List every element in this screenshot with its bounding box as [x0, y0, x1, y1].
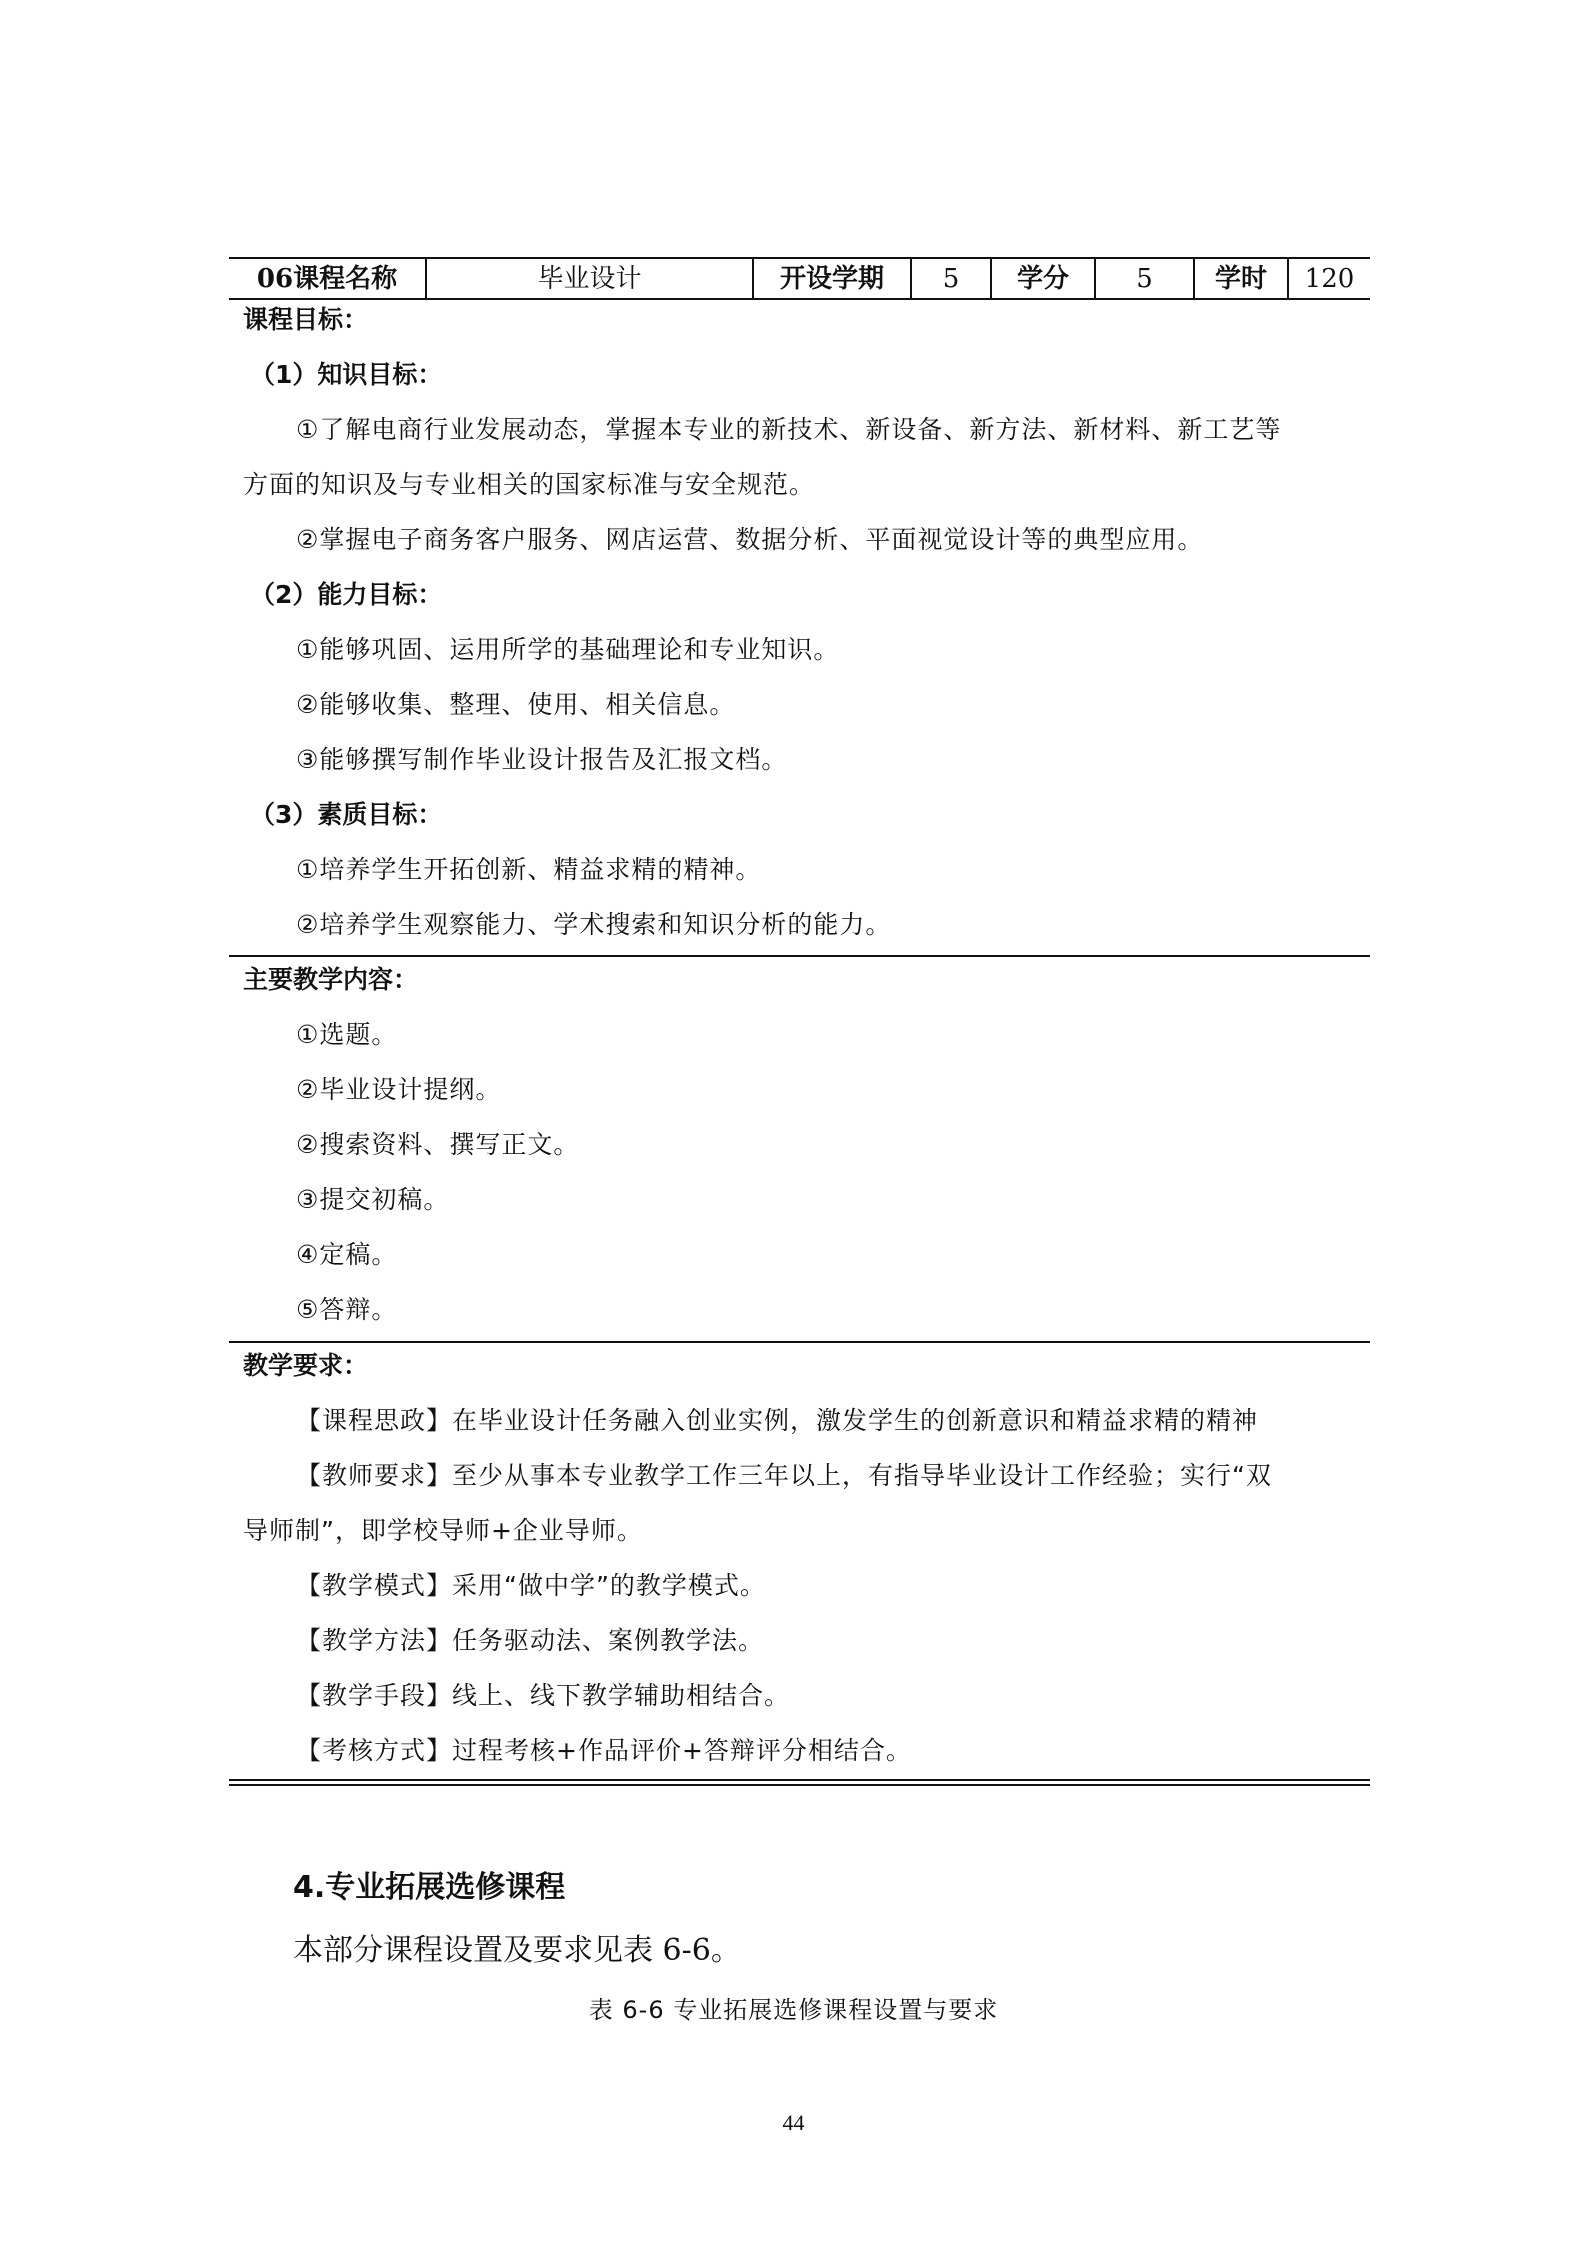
course-name-label: 06课程名称 [256, 264, 398, 294]
hours-value: 120 [1304, 264, 1355, 294]
knowledge-item-1-cont: 方面的知识及与专业相关的国家标准与安全规范。 [243, 470, 816, 499]
table-bottom-border [229, 1784, 1370, 1786]
requirement-teacher-cont: 导师制”，即学校导师+企业导师。 [243, 1516, 643, 1545]
requirement-method: 【教学方法】任务驱动法、案例教学法。 [296, 1626, 765, 1655]
content-item: ②搜索资料、撰写正文。 [296, 1130, 580, 1159]
quality-item: ①培养学生开拓创新、精益求精的精神。 [296, 855, 762, 884]
quality-title: （3）素质目标： [250, 800, 443, 829]
knowledge-title: （1）知识目标： [250, 360, 443, 389]
content-item: ④定稿。 [296, 1240, 398, 1269]
section-heading: 4.专业拓展选修课程 [293, 1870, 566, 1905]
requirement-teacher: 【教师要求】至少从事本专业教学工作三年以上，有指导毕业设计工作经验；实行“双 [296, 1461, 1272, 1490]
objectives-title: 课程目标： [243, 305, 369, 334]
content-item: ⑤答辩。 [296, 1295, 398, 1324]
requirement-ideology: 【课程思政】在毕业设计任务融入创业实例，激发学生的创新意识和精益求精的精神 [296, 1406, 1259, 1435]
content-item: ②毕业设计提纲。 [296, 1075, 502, 1104]
content-item: ①选题。 [296, 1020, 398, 1049]
ability-item: ①能够巩固、运用所学的基础理论和专业知识。 [296, 635, 840, 664]
content-item: ③提交初稿。 [296, 1185, 450, 1214]
ability-title: （2）能力目标： [250, 580, 443, 609]
section-divider [229, 1341, 1370, 1343]
section-text: 本部分课程设置及要求见表 6-6。 [293, 1933, 741, 1968]
semester-label: 开设学期 [779, 264, 884, 294]
hours-label: 学时 [1214, 264, 1267, 294]
section-divider [229, 955, 1370, 957]
course-name-value: 毕业设计 [537, 264, 642, 294]
quality-item: ②培养学生观察能力、学术搜索和知识分析的能力。 [296, 910, 892, 939]
content-title: 主要教学内容： [243, 965, 419, 994]
table-caption: 表 6-6 专业拓展选修课程设置与要求 [588, 1996, 999, 2024]
table-bottom-border [229, 1779, 1370, 1781]
requirement-assessment: 【考核方式】过程考核+作品评价+答辩评分相结合。 [296, 1736, 912, 1765]
ability-item: ③能够撰写制作毕业设计报告及汇报文档。 [296, 745, 788, 774]
requirement-means: 【教学手段】线上、线下教学辅助相结合。 [296, 1681, 791, 1710]
credit-value: 5 [1136, 264, 1153, 294]
credit-label: 学分 [1016, 264, 1069, 294]
knowledge-item-2: ②掌握电子商务客户服务、网店运营、数据分析、平面视觉设计等的典型应用。 [296, 525, 1204, 554]
semester-value: 5 [942, 264, 960, 294]
requirements-title: 教学要求： [243, 1351, 369, 1380]
page-number: 44 [782, 2110, 805, 2135]
ability-item: ②能够收集、整理、使用、相关信息。 [296, 690, 736, 719]
requirement-mode: 【教学模式】采用“做中学”的教学模式。 [296, 1571, 766, 1600]
knowledge-item-1: ①了解电商行业发展动态，掌握本专业的新技术、新设备、新方法、新材料、新工艺等 [296, 415, 1282, 444]
